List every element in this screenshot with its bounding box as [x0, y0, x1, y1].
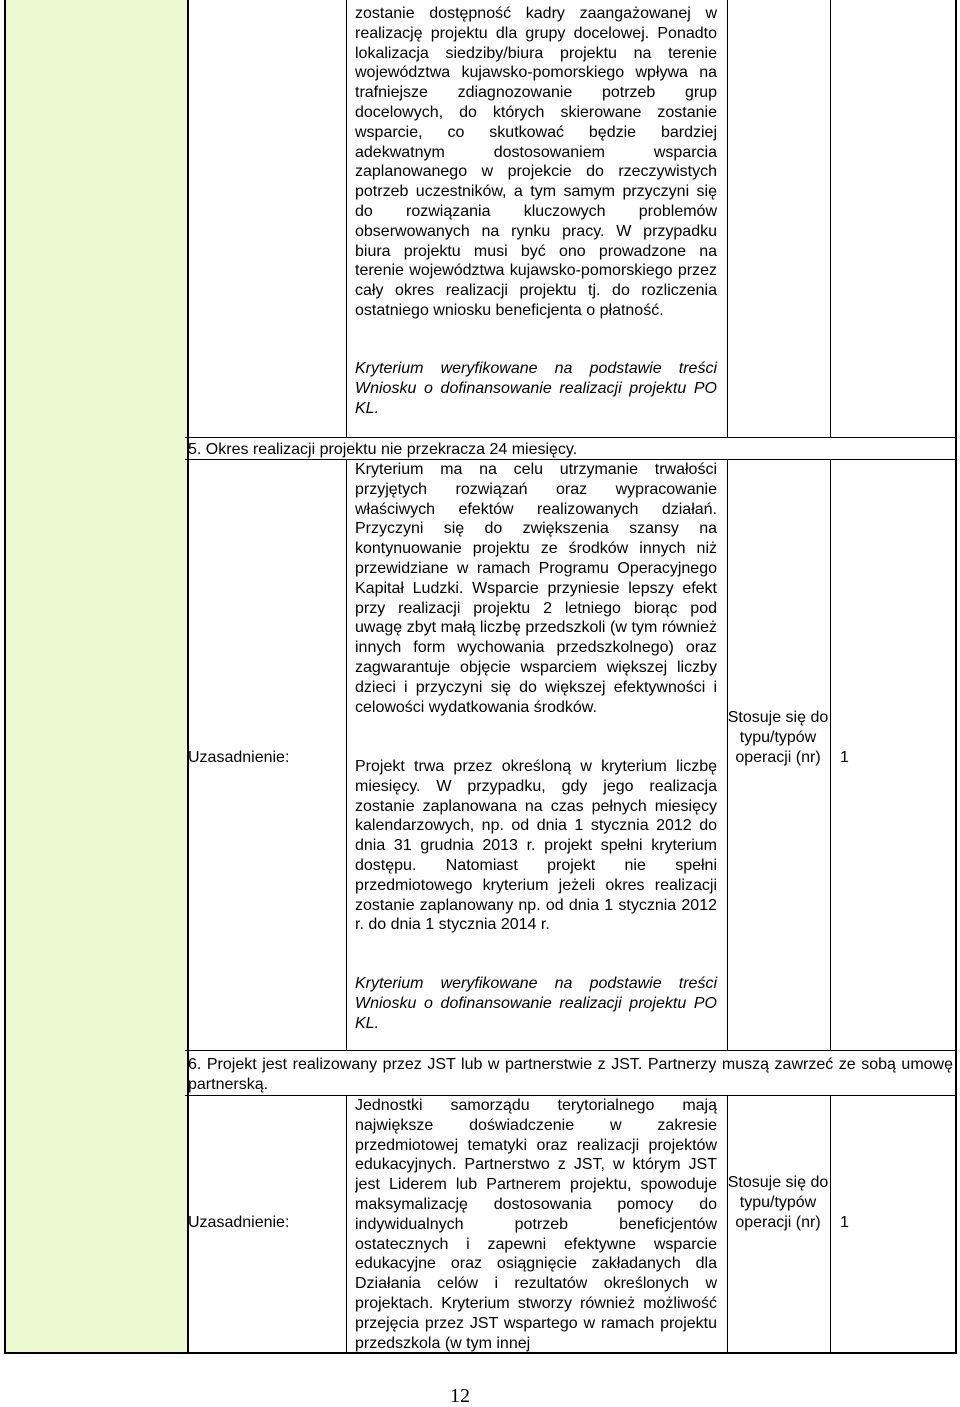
justification-label: Uzasadnienie: [188, 1214, 290, 1231]
score-value: 1 [840, 1214, 849, 1231]
table-bottom-border [4, 1352, 957, 1354]
green-label-column [4, 0, 189, 1353]
column-divider [830, 459, 831, 1050]
justification-paragraph: Projekt trwa przez określoną w kryterium liczbę miesięcy. W przypadku, gdy jego realizacja zostanie zaplanowana na czas pełnych miesięcy kalendarzowych, np. od dnia 1 stycznia 2012 do dnia 31 grudnia 2013 r. projekt spełni kryterium dostępu. Natomiast projekt nie spełni przedmiotowego kryterium jeżeli okres realizacji zostanie zaplanowany np. od dnia 1 stycznia 2012 r. do dnia 1 stycznia 2014 r. [355, 758, 717, 934]
column-divider [727, 0, 728, 437]
justification-label: Uzasadnienie: [188, 749, 290, 766]
table-right-border [955, 0, 957, 1353]
justification-paragraph: Jednostki samorządu terytorialnego mają największe doświadczenie w zakresie przedmiotowej tematyki oraz realizacji projektów edukacyjnych. Partnerstwo z JST, w którym JST jest Liderem lub Partnerem projektu, spowoduje maksymalizację dostosowania pomocy do indywidualnych potrzeb beneficjentów ostatecznych i zapewni efektywne wsparcie edukacyjne oraz osiągnięcie zakładanych dla Działania celów i rezultatów określonych w projektach. Kryterium stworzy również możliwość przejęcia przez JST wspartego w ramach projektu przedszkola (w tym innej [355, 1097, 717, 1352]
justification-paragraph: Kryterium ma na celu utrzymanie trwałości przyjętych rozwiązań oraz wypracowanie właściwych efektów realizowanych działań. Przyczyni się do zwiększenia szansy na kontynuowanie projektu ze środków innych niż przewidziane w ramach Programu Operacyjnego Kapitał Ludzki. Wsparcie przyniesie lepszy efekt przy realizacji projektu 2 letniego biorąc pod uwagę zbyt małą liczbę przedszkoli (w tym również innych form wychowania przedszkolnego) oraz zagwarantuje objęcie wsparciem większej liczby dzieci i przyczyni się do większej efektywności i celowości wydatkowania środków. [355, 461, 717, 716]
criterion-heading: 6. Projekt jest realizowany przez JST lub w partnerstwie z JST. Partnerzy muszą zawrzeć ze sobą umowę partnerską. [188, 1056, 953, 1093]
page-number: 12 [450, 1385, 470, 1407]
column-divider [830, 0, 831, 437]
column-divider [830, 1095, 831, 1353]
row-divider [185, 437, 956, 438]
verification-note: Kryterium weryfikowane na podstawie treści Wniosku o dofinansowanie realizacji projektu PO KL. [355, 360, 717, 417]
justification-paragraph: zostanie dostępność kadry zaangażowanej w realizację projektu dla grupy docelowej. Ponadto lokalizacja siedziby/biura projektu na terenie województwa kujawsko-pomorskiego wpływa na trafniejsze zdiagnozowanie potrzeb grup docelowych, do których skierowane zostanie wsparcie, co skutkować będzie bardziej adekwatnym dostosowaniem wsparcia zaplanowanego w projekcie do rzeczywistych potrzeb uczestników, a tym samym przyczyni się do rozwiązania kluczowych problemów obserwowanych na rynku pracy. W przypadku biura projektu musi być ono prowadzone na terenie województwa kujawsko-pomorskiego przez cały okres realizacji projektu tj. do rozliczenia ostatniego wniosku beneficjenta o płatność. [355, 5, 717, 319]
applies-to-operation-type: Stosuje się do typu/typów operacji (nr) [727, 1174, 829, 1231]
score-value: 1 [840, 749, 849, 766]
criterion-heading: 5. Okres realizacji projektu nie przekracza 24 miesięcy. [188, 441, 578, 458]
column-divider [346, 459, 347, 1050]
column-divider [346, 0, 347, 437]
column-divider [346, 1095, 347, 1353]
applies-to-operation-type: Stosuje się do typu/typów operacji (nr) [727, 709, 829, 766]
row-divider [185, 1050, 956, 1051]
verification-note: Kryterium weryfikowane na podstawie treści Wniosku o dofinansowanie realizacji projektu PO KL. [355, 975, 717, 1032]
